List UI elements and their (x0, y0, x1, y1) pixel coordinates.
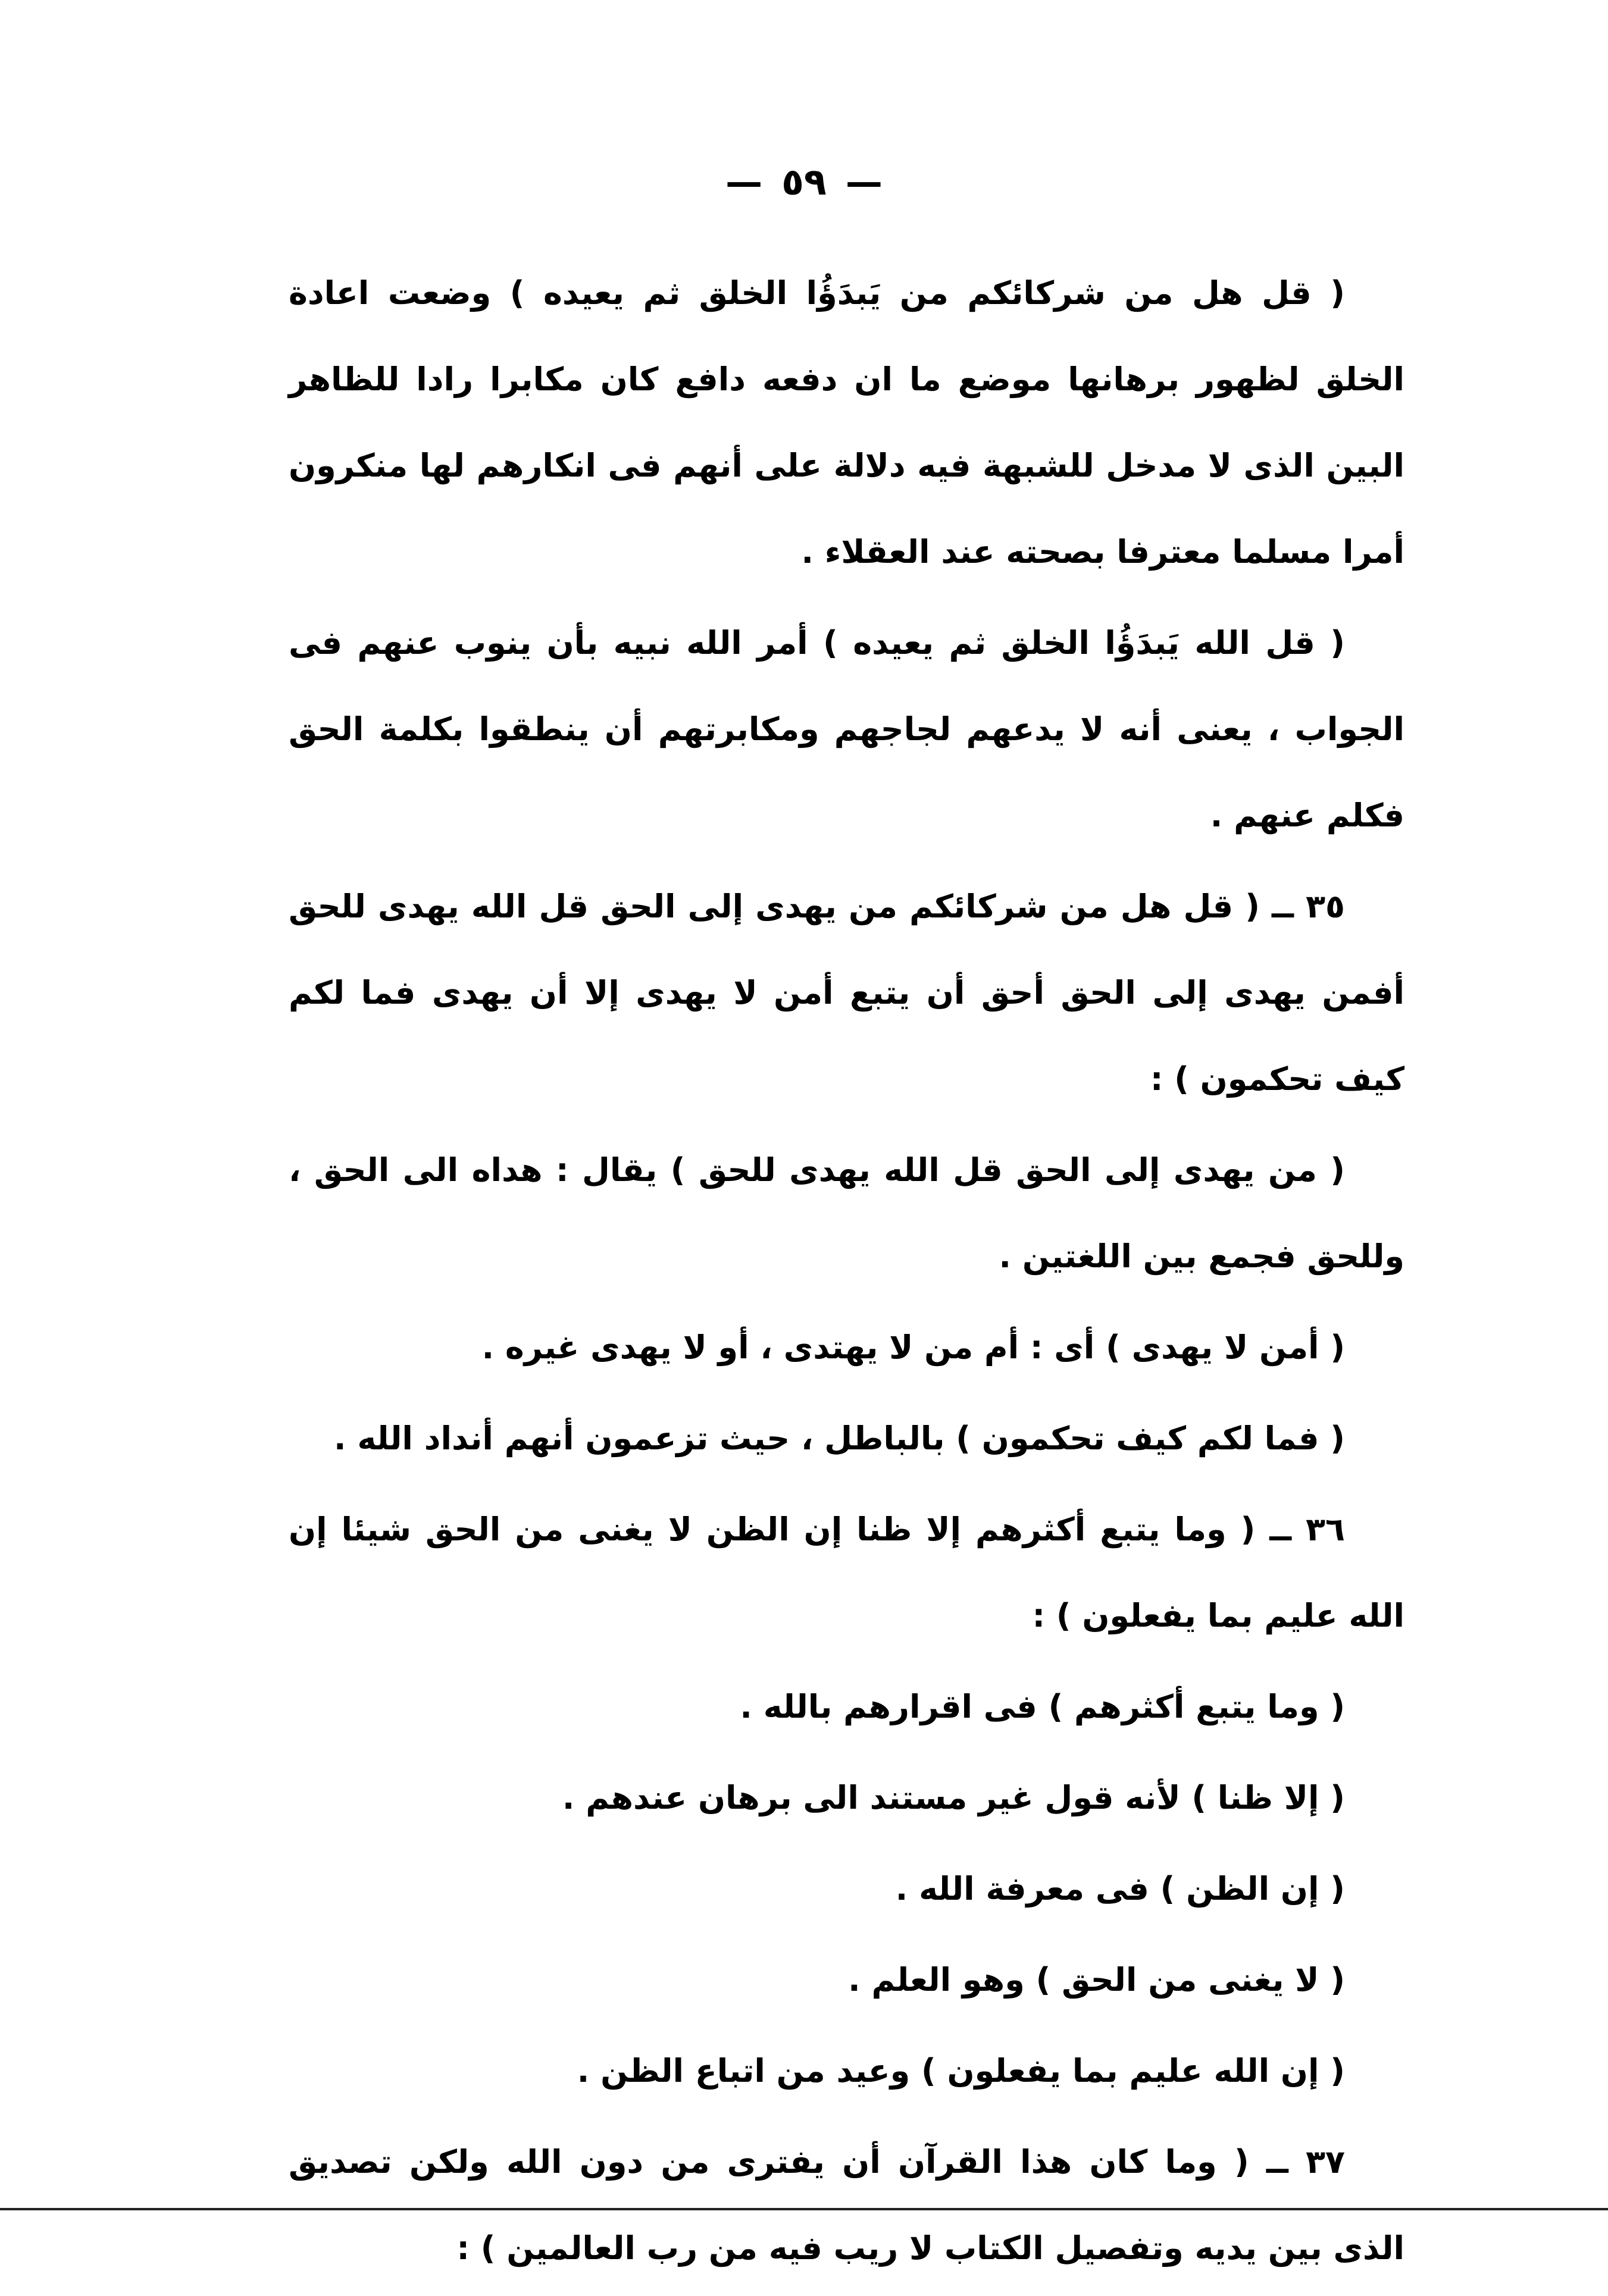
verse-paragraph-35: ٣٥ ــ ( قل هل من شركائكم من يهدى إلى الحق قل الله يهدى للحق أفمن يهدى إلى الحق أحق أن يتبع أمن لا يهدى إلا أن يهدى فما لكم كيف تحكمون ) : (289, 888, 1404, 1098)
paragraph: ( فما لكم كيف تحكمون ) بالباطل ، حيث تزعمون أنهم أنداد الله . (334, 1420, 1345, 1457)
page-number-dash-right: — (845, 160, 883, 203)
paragraph: ( لا يغنى من الحق ) وهو العلم . (848, 1961, 1345, 1999)
paragraph: ( وما يتبع أكثرهم ) فى اقرارهم بالله . (740, 1688, 1345, 1725)
paragraph: ( إن الظن ) فى معرفة الله . (895, 1870, 1345, 1907)
paragraph: ( قل الله يَبدَؤُا الخلق ثم يعيده ) أمر الله نبيه بأن ينوب عنهم فى الجواب ، يعنى أنه لا يدعهم لجاجهم ومكابرتهم أن ينطقوا بكلمة الحق فكلم عنهم . (289, 624, 1404, 834)
paragraph: ( من يهدى إلى الحق قل الله يهدى للحق ) يقال : هداه الى الحق ، وللحق فجمع بين اللغتين . (289, 1151, 1404, 1275)
page-number-dash-left: — (725, 160, 763, 203)
paragraph: ( إن الله عليم بما يفعلون ) وعيد من اتباع الظن . (577, 2052, 1345, 2090)
page-number (0, 160, 1608, 203)
verse-paragraph-36: ٣٦ ــ ( وما يتبع أكثرهم إلا ظنا إن الظن لا يغنى من الحق شيئا إن الله عليم بما يفعلون ) : (289, 1511, 1404, 1634)
verse-paragraph-37: ٣٧ ــ ( وما كان هذا القرآن أن يفترى من دون الله ولكن تصديق الذى بين يديه وتفصيل الكتاب لا ريب فيه من رب العالمين ) : (289, 2143, 1404, 2267)
paragraph: ( إلا ظنا ) لأنه قول غير مستند الى برهان عندهم . (562, 1779, 1345, 1816)
page-bottom-border (0, 2208, 1608, 2210)
paragraph: ( أمن لا يهدى ) أى : أم من لا يهتدى ، أو لا يهدى غيره . (481, 1329, 1345, 1366)
body-text (289, 250, 1404, 2296)
page-number-value: ٥٩ (781, 160, 827, 203)
paragraph: ( قل هل من شركائكم من يَبدَؤُا الخلق ثم يعيده ) وضعت اعادة الخلق لظهور برهانها موضع ما ان دفعه دافع كان مكابرا رادا للظاهر البين الذى لا مدخل للشبهة فيه دلالة على أنهم فى انكارهم لها منكرون أمرا مسلما معترفا بصحته عند العقلاء . (289, 274, 1404, 571)
